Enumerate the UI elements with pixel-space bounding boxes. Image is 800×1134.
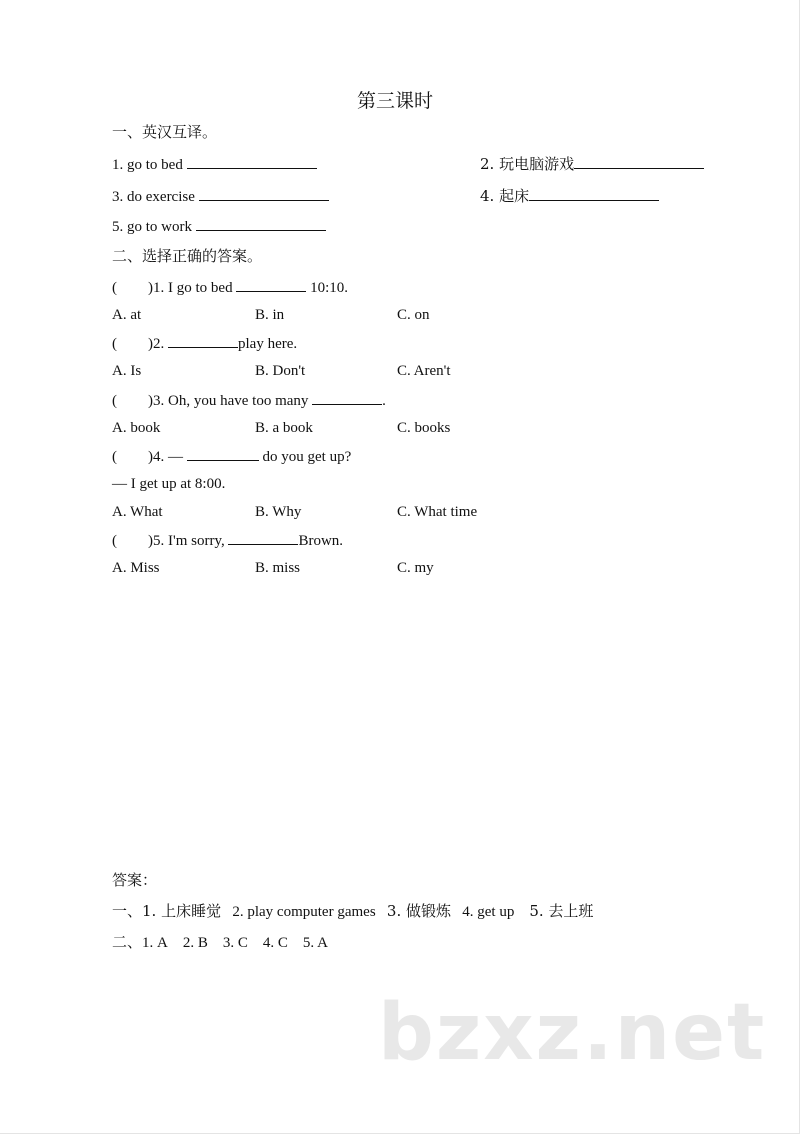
answer-blank [199,186,329,201]
translation-item-4 [480,186,659,206]
question-1 [112,277,348,298]
question-5 [112,530,343,551]
option-a: A. What [112,504,163,520]
answer-item: 5. A [302,935,328,951]
answer-paren: ( [112,336,117,352]
item-text: 玩电脑游戏 [499,155,575,173]
question-4 [112,446,351,467]
answer-item: 4. get up [462,904,515,920]
answer-blank [196,216,326,231]
watermark: bzxz.net [378,988,767,1078]
page-title: 第三课时 [356,90,433,112]
question-text: — [168,449,183,465]
answer-blank [236,277,306,292]
translation-item-2 [480,154,704,174]
option-b: B. miss [255,560,301,576]
translation-item-3 [112,186,530,207]
answers-heading: 答案： [112,871,158,889]
section2-heading: 二、选择正确的答案。 [112,247,263,265]
options-3 [112,418,451,438]
answer-blank [187,446,259,461]
answers-line-2 [112,932,328,953]
question-2 [112,333,297,354]
question-number: )4. [148,449,165,465]
question-number: )3. [148,393,165,409]
option-c: C. my [397,560,434,576]
answer-paren: ( [112,533,117,549]
item-number: 1. [112,157,124,173]
question-text: I go to bed [168,280,233,296]
answer-blank [187,154,317,169]
answer-item: 3. 做锻炼 [386,902,451,920]
answer-blank [168,333,238,348]
answer-item: 4. C [262,935,288,951]
item-number: 4. [480,187,495,205]
question-text: Brown. [298,533,344,549]
answer-blank [529,186,659,201]
question-text: I'm sorry, [168,533,225,549]
options-1 [112,305,430,325]
option-c: C. on [397,307,430,323]
answer-paren: ( [112,280,117,296]
options-4 [112,502,478,522]
item-number: 3. [112,189,124,205]
question-text: Oh, you have too many [168,393,309,409]
answer-item: 3. C [222,935,248,951]
option-c: C. books [397,420,451,436]
options-5 [112,558,434,578]
item-text: do exercise [127,189,195,205]
translation-item-1 [112,154,575,175]
answer-item: 2. play computer games [232,904,376,920]
answer-blank [312,390,382,405]
item-number: 5. [112,219,124,235]
option-b: B. a book [255,420,313,436]
question-3 [112,390,386,411]
answer-blank [574,154,704,169]
answer-item: 1. 上床睡觉 [142,902,222,920]
answer-prefix: 一、 [112,902,143,920]
question-text: . [382,393,386,409]
option-a: A. at [112,307,142,323]
question-text: play here. [238,336,298,352]
question-4-reply: — I get up at 8:00. [112,476,226,492]
question-text: 10:10. [310,280,348,296]
option-b: B. Why [255,504,302,520]
question-text: do you get up? [262,449,352,465]
option-b: B. in [255,307,285,323]
item-text: go to bed [127,157,183,173]
option-b: B. Don't [255,363,306,379]
answer-item: 5. 去上班 [529,902,594,920]
item-text: go to work [127,219,192,235]
item-number: 2. [480,155,495,173]
section1-heading: 一、英汉互译。 [112,123,218,141]
answer-paren: ( [112,393,117,409]
answer-item: 1. A [142,935,168,951]
option-c: C. What time [397,504,478,520]
translation-item-5 [112,216,326,237]
options-2 [112,361,451,381]
answer-paren: ( [112,449,117,465]
option-a: A. Miss [112,560,160,576]
question-number: )1. [148,280,165,296]
question-number: )5. [148,533,165,549]
option-a: A. Is [112,363,142,379]
option-c: C. Aren't [397,363,451,379]
option-a: A. book [112,420,161,436]
answer-prefix: 二、 [112,933,143,951]
answers-line-1 [112,901,593,922]
item-text: 起床 [499,187,530,205]
answer-item: 2. B [182,935,208,951]
question-number: )2. [148,336,165,352]
answer-blank [228,530,298,545]
